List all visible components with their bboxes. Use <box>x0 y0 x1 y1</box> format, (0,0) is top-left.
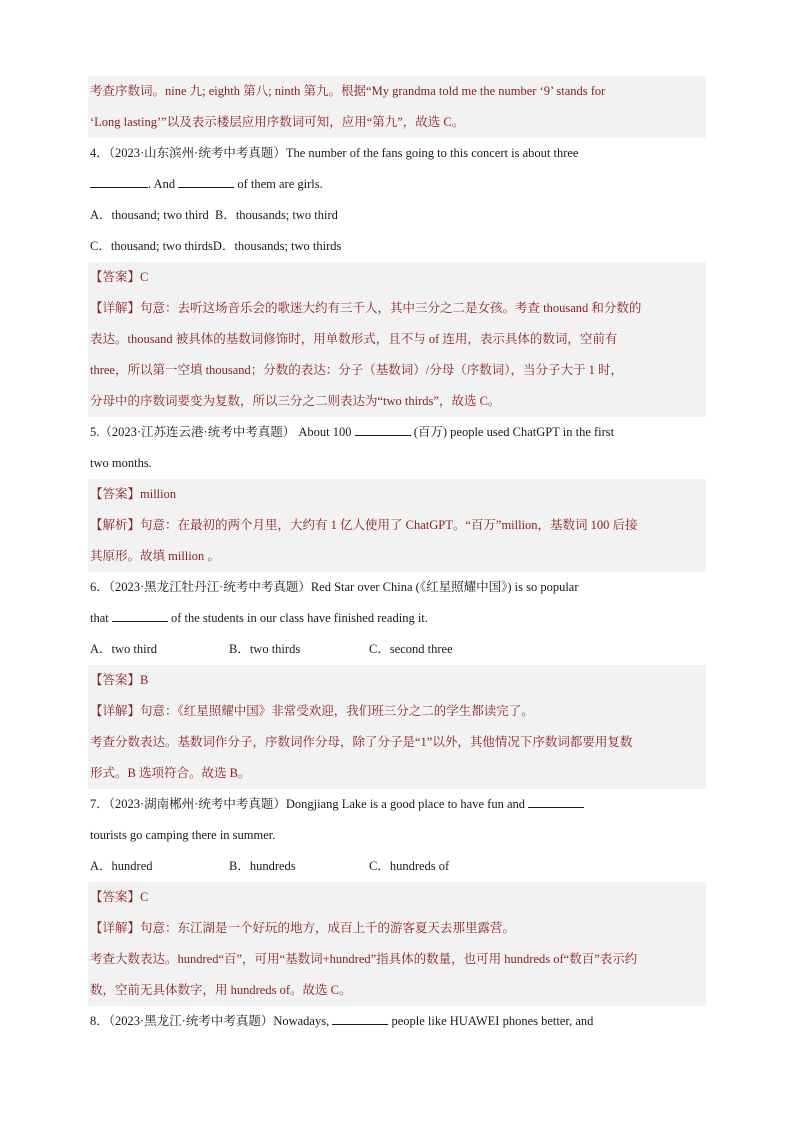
explanation-line: 表达。thousand 被具体的基数词修饰时，用单数形式，且不与 of 连用，表示具体的数词，空前有 <box>88 324 706 355</box>
option-b: B．two thirds <box>229 642 301 656</box>
option-d: D．thousands; two thirds <box>212 239 342 253</box>
question-4-stem-line2: . And of them are girls. <box>90 169 704 200</box>
option-a: A．hundred <box>90 859 153 873</box>
explanation-line: 【解析】句意：在最初的两个月里，大约有 1 亿人使用了 ChatGPT。“百万”million，基数词 100 后接 <box>88 510 706 541</box>
option-a: A．two third <box>90 642 158 656</box>
explanation-line: 考查分数表达。基数词作分子，序数词作分母，除了分子是“1”以外，其他情况下序数词都要用复数 <box>88 727 706 758</box>
answer-blank <box>332 1012 388 1025</box>
document-page <box>90 76 704 1037</box>
explanation-line: 分母中的序数词要变为复数，所以三分之二则表达为“two thirds”，故选 C。 <box>88 386 706 417</box>
question-6-stem-line2: that of the students in our class have finished reading it. <box>90 611 428 625</box>
explanation-line: 考查序数词。nine 九; eighth 第八; ninth 第九。根据“My grandma told me the number ‘9’ stands for <box>88 76 706 107</box>
question-8-stem: 8．（2023·黑龙江·统考中考真题）Nowadays, people like HUAWEI phones better, and <box>90 1014 594 1028</box>
option-c: C．thousand; two thirds <box>90 239 213 253</box>
question-6-stem: 6．（2023·黑龙江牡丹江·统考中考真题）Red Star over China (《红星照耀中国》) is so popular <box>90 580 579 594</box>
question-4-options-cd <box>90 231 704 262</box>
answer-blank <box>528 795 584 808</box>
answer-label: 【答案】million <box>88 479 706 510</box>
explanation-line: ‘Long lasting’”以及表示楼层应用序数词可知，应用“第九”，故选 C。 <box>88 107 706 138</box>
explanation-line: 考查大数表达。hundred“百”，可用“基数词+hundred”指具体的数量，也可用 hundreds of“数百”表示约 <box>88 944 706 975</box>
explanation-line: 其原形。故填 million 。 <box>88 541 706 572</box>
answer-blank <box>90 175 148 188</box>
question-4-options-ab <box>90 200 704 231</box>
answer-blank <box>178 175 234 188</box>
question-5-stem: 5.（2023·江苏连云港·统考中考真题） About 100 (百万) people used ChatGPT in the first <box>90 425 615 439</box>
question-6-options <box>90 634 704 665</box>
explanation-line: 【详解】句意：去听这场音乐会的歌迷大约有三千人，其中三分之二是女孩。考查 thousand 和分数的 <box>88 293 706 324</box>
option-b: B．thousands; two third <box>215 208 338 222</box>
option-c: C．second three <box>369 642 453 656</box>
option-b: B．hundreds <box>229 859 296 873</box>
question-7-stem: 7．（2023·湖南郴州·统考中考真题）Dongjiang Lake is a good place to have fun and <box>90 789 704 820</box>
explanation-line: 【详解】句意：东江湖是一个好玩的地方，成百上千的游客夏天去那里露营。 <box>88 913 706 944</box>
explanation-line: 【详解】句意：《红星照耀中国》非常受欢迎，我们班三分之二的学生都读完了。 <box>88 696 706 727</box>
answer-label: 【答案】C <box>88 882 706 913</box>
option-a: A．thousand; two third <box>90 208 209 222</box>
answer-label: 【答案】C <box>88 262 706 293</box>
question-4-stem: 4．（2023·山东滨州·统考中考真题）The number of the fans going to this concert is about three <box>90 146 579 160</box>
explanation-line: 形式。B 选项符合。故选 B。 <box>88 758 706 789</box>
option-c: C．hundreds of <box>369 859 450 873</box>
question-7-options <box>90 851 704 882</box>
answer-blank <box>112 609 168 622</box>
answer-blank <box>355 423 411 436</box>
answer-label: 【答案】B <box>88 665 706 696</box>
question-7-stem-line2: tourists go camping there in summer. <box>90 828 276 842</box>
question-5-stem-line2: two months. <box>90 456 152 470</box>
explanation-line: three，所以第一空填 thousand；分数的表达：分子（基数词）/分母（序数词），当分子大于 1 时， <box>88 355 706 386</box>
explanation-line: 数，空前无具体数字，用 hundreds of。故选 C。 <box>88 975 706 1006</box>
